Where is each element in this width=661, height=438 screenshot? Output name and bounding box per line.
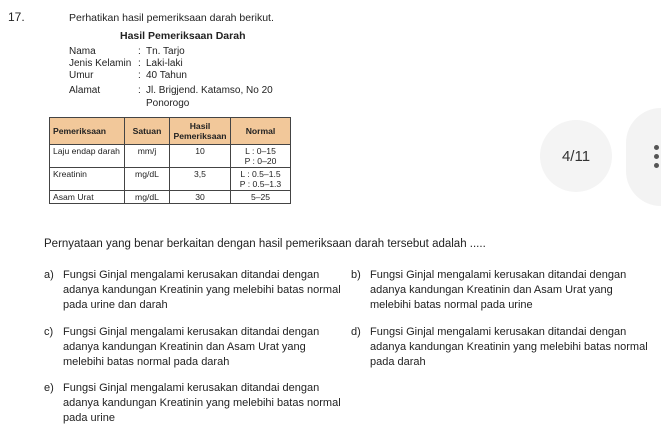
option-text: Fungsi Ginjal mengalami kerusakan ditandai dengan adanya kandungan Kreatinin yang melebihi batas normal pada urine [63,382,341,424]
option-text: Fungsi Ginjal mengalami kerusakan ditandai dengan adanya kandungan Kreatinin yang melebihi batas normal pada darah [370,326,648,368]
table-row [50,191,291,204]
normal-line: P : 0.5–1.3 [239,179,282,189]
field-colon: : [138,70,141,81]
cell-hasil: 30 [170,191,231,204]
option-d[interactable] [351,325,656,370]
option-text: Fungsi Ginjal mengalami kerusakan ditandai dengan adanya kandungan Kreatinin dan Asam Urat yang melebihi batas normal pada darah [63,326,320,368]
option-letter: b) [351,269,361,281]
table-row [50,145,291,168]
cell-pemeriksaan: Asam Urat [50,191,125,204]
cell-normal [231,168,291,191]
cell-pemeriksaan: Laju endap darah [50,145,125,168]
table-header-row [50,118,291,145]
option-a[interactable] [44,268,349,313]
cell-satuan: mg/dL [125,168,170,191]
normal-line: 5–25 [250,192,271,202]
page-indicator-text: 4/11 [561,147,591,165]
field-colon: : [138,58,141,69]
lab-results-table [49,117,291,204]
field-label: Nama [69,46,96,57]
question-number: 17. [8,10,25,24]
option-letter: e) [44,382,54,394]
header-pemeriksaan: Pemeriksaan [50,118,125,145]
field-label: Jenis Kelamin [69,58,132,69]
cell-normal [231,145,291,168]
field-colon: : [138,46,141,57]
option-b[interactable] [351,268,656,313]
more-options-icon[interactable] [654,145,661,175]
field-value: Laki-laki [146,58,183,69]
option-letter: d) [351,326,361,338]
card-title: Hasil Pemeriksaan Darah [120,30,246,42]
table-row [50,168,291,191]
option-letter: c) [44,326,54,338]
page-indicator [540,120,612,192]
field-value-continued: Ponorogo [146,98,190,109]
field-colon: : [138,85,141,96]
option-letter: a) [44,269,54,281]
cell-hasil: 3,5 [170,168,231,191]
header-normal: Normal [231,118,291,145]
field-label: Umur [69,70,94,81]
cell-hasil: 10 [170,145,231,168]
option-c[interactable] [44,325,349,370]
intro-text: Perhatikan hasil pemeriksaan darah berikut. [69,12,274,24]
field-value: Tn. Tarjo [146,46,185,57]
option-e[interactable] [44,381,349,426]
normal-line: L : 0–15 [245,146,276,156]
cell-normal [231,191,291,204]
field-value: 40 Tahun [146,70,187,81]
field-value: Jl. Brigjend. Katamso, No 20 [146,85,273,96]
normal-line: P : 0–20 [244,156,277,166]
question-text: Pernyataan yang benar berkaitan dengan hasil pemeriksaan darah tersebut adalah ..... [44,238,486,250]
cell-pemeriksaan: Kreatinin [50,168,125,191]
cell-satuan: mg/dL [125,191,170,204]
option-text: Fungsi Ginjal mengalami kerusakan ditandai dengan adanya kandungan Kreatinin yang melebihi batas normal pada urine dan darah [63,269,341,311]
header-satuan: Satuan [125,118,170,145]
header-hasil: Hasil Pemeriksaan [170,118,231,145]
cell-satuan: mm/j [125,145,170,168]
normal-line: L : 0.5–1.5 [240,169,281,179]
field-label: Alamat [69,85,101,96]
option-text: Fungsi Ginjal mengalami kerusakan ditandai dengan adanya kandungan Kreatinin dan Asam Urat yang melebihi batas normal pada urine [370,269,627,311]
